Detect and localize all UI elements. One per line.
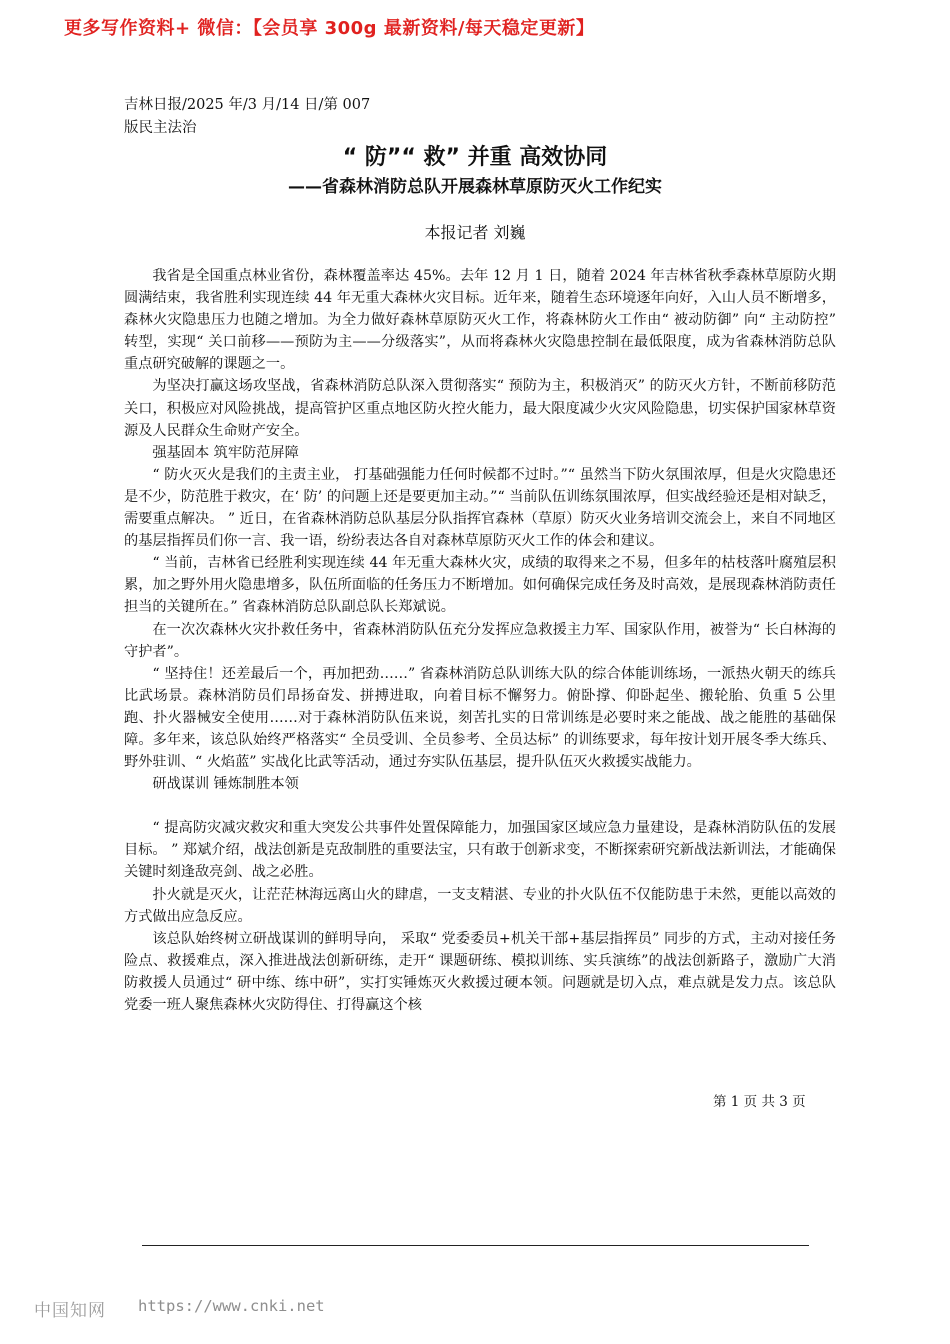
body-paragraph: “ 当前，吉林省已经胜利实现连续 44 年无重大森林火灾，成绩的取得来之不易，但多年的枯枝落叶腐殖层积累，加之野外用火隐患增多，队伍所面临的任务压力不断增加。如何确保完成任务及时高效，是展现森林消防责任担当的关键所在。” 省森林消防总队副总队长郑斌说。 [124,555,836,616]
body-paragraph: 我省是全国重点林业省份，森林覆盖率达 45%。去年 12 月 1 日，随着 2024 年吉林省秋季森林草原防火期圆满结束，我省胜利实现连续 44 年无重大森林火灾目标。近年来，随着生态环境逐年向好，入山人员不断增多，森林火灾隐患压力也随之增加。为全力做好森林草原防灭火工作，将森林防火工作由“ 被动防御” 向“ 主动防控” 转型，实现“ 关口前移——预防为主——分级落实”，从而将森林火灾隐患控制在最低限度，成为省森林消防总队重点研究破解的课题之一。 [124,268,836,373]
page-number: 第 1 页 共 3 页 [713,1094,806,1110]
body-paragraph: 在一次次森林火灾扑救任务中，省森林消防队伍充分发挥应急救援主力军、国家队作用，被誉为“ 长白林海的守护者”。 [124,621,836,660]
article-author: 本报记者 刘巍 [424,223,526,242]
source-line: 吉林日报/2025 年/3 月/14 日/第 007 [124,97,371,113]
body-paragraph: 为坚决打赢这场攻坚战，省森林消防总队深入贯彻落实“ 预防为主，积极消灭” 的防灭火方针，不断前移防范关口，积极应对风险挑战，提高管护区重点地区防火控火能力，最大限度减少火灾风险隐患，切实保护国家林草资源及人民群众生命财产安全。 [124,378,836,439]
section-subheading: 强基固本 筑牢防范屏障 [152,444,299,461]
footer-divider [142,1245,809,1246]
promo-banner: 更多写作资料+ 微信：【会员享 300g 最新资料/每天稳定更新】 [64,18,595,39]
article-body [124,265,836,1016]
section-line: 版民主法治 [124,120,197,136]
cnki-url-watermark: https://www.cnki.net [138,1297,325,1315]
cnki-logo-watermark: 中国知网 [34,1301,106,1321]
body-paragraph: “ 提高防灾减灾救灾和重大突发公共事件处置保障能力，加强国家区域应急力量建设，是森林消防队伍的发展目标。 ” 郑斌介绍，战法创新是克敌制胜的重要法宝，只有敢于创新求变，不断探索研究新战法新训法，才能确保关键时刻逢敌亮剑、战之必胜。 [124,820,836,881]
article-meta [124,94,370,140]
body-paragraph: 该总队始终树立研战谋训的鲜明导向， 采取“ 党委委员+机关干部+基层指挥员” 同步的方式，主动对接任务险点、救援难点，深入推进战法创新研练，走开“ 课题研练、模拟训练、实兵演练”的战法创新路子，激励广大消防救援人员通过“ 研中练、练中研”，实打实锤炼灭火救援过硬本领。问题就是切入点，难点就是发力点。该总队党委一班人聚焦森林火灾防得住、打得赢这个核 [124,930,836,1013]
article-subtitle: ——省森林消防总队开展森林草原防灭火工作纪实 [288,177,662,197]
body-paragraph: “ 防火灭火是我们的主责主业， 打基础强能力任何时候都不过时。”“ 虽然当下防火氛围浓厚，但是火灾隐患还是不少，防范胜于救灾，在‘ 防’ 的问题上还是要更加主动。”“ 当前队伍训练氛围浓厚，但实战经验还是相对缺乏，需要重点解决。 ” 近日，在省森林消防总队基层分队指挥官森林（草原）防灭火业务培训交流会上，来自不同地区的基层指挥员们你一言、我一语，纷纷表达各自对森林草原防灭火工作的体会和建议。 [124,466,836,550]
article-title: “ 防”“ 救” 并重 高效协同 [342,145,608,170]
paragraph-gap [124,795,836,817]
body-paragraph: 扑火就是灭火，让茫茫林海远离山火的肆虐，一支支精湛、专业的扑火队伍不仅能防患于未然，更能以高效的方式做出应急反应。 [124,886,836,925]
body-paragraph: “ 坚持住！还差最后一个，再加把劲……” 省森林消防总队训练大队的综合体能训练场，一派热火朝天的练兵比武场景。森林消防员们昂扬奋发、拼搏进取，向着目标不懈努力。俯卧撑、仰卧起坐、搬轮胎、负重 5 公里跑、扑火器械安全使用……对于森林消防队伍来说，刻苦扎实的日常训练是必要时来之能战、战之能胜的基础保障。多年来，该总队始终严格落实“ 全员受训、全员参考、全员达标” 的训练要求，每年按计划开展冬季大练兵、野外驻训、“ 火焰蓝” 实战化比武等活动，通过夯实队伍基层，提升队伍灭火救援实战能力。 [124,665,836,771]
section-subheading: 研战谋训 锤炼制胜本领 [152,776,299,793]
